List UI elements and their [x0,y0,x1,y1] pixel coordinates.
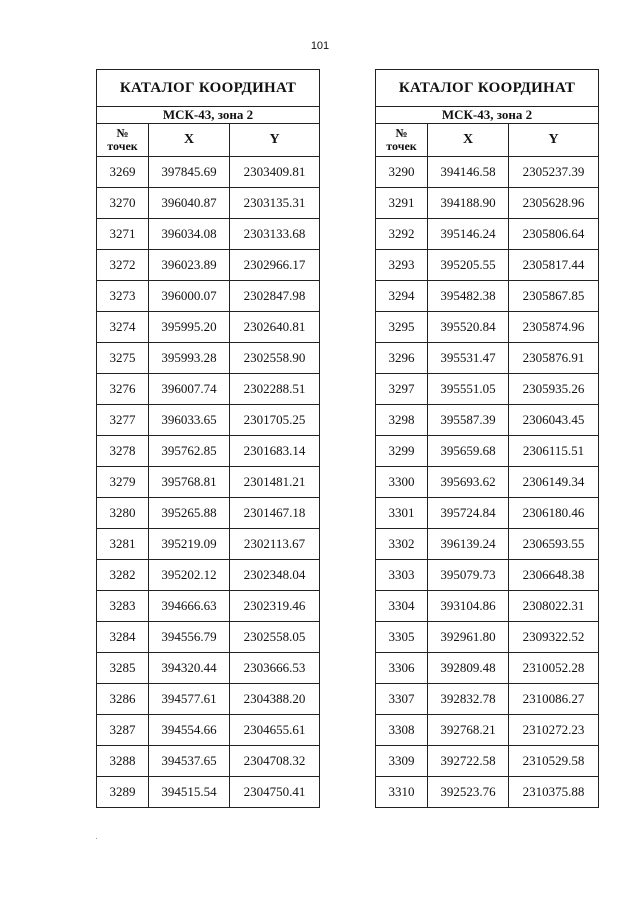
y-coordinate-cell: 2306180.46 [509,498,599,529]
y-column-header: Y [230,124,320,157]
point-number-cell: 3285 [97,653,149,684]
points-word: точек [107,139,138,153]
point-number-cell: 3283 [97,591,149,622]
x-coordinate-cell: 395993.28 [149,343,230,374]
table-row [376,529,599,560]
scan-speck [96,838,97,839]
point-number-cell: 3281 [97,529,149,560]
x-coordinate-cell: 395724.84 [428,498,509,529]
x-coordinate-cell: 394537.65 [149,746,230,777]
x-coordinate-cell: 396023.89 [149,250,230,281]
table-row [376,622,599,653]
x-coordinate-cell: 393104.86 [428,591,509,622]
table-row [97,157,320,188]
point-number-cell: 3289 [97,777,149,808]
point-number-cell: 3279 [97,467,149,498]
table-row [376,777,599,808]
table-row [97,436,320,467]
point-number-cell: 3299 [376,436,428,467]
x-coordinate-cell: 397845.69 [149,157,230,188]
x-coordinate-cell: 395205.55 [428,250,509,281]
y-column-header: Y [509,124,599,157]
table-row [376,684,599,715]
coordinate-catalog-left [96,69,320,808]
y-coordinate-cell: 2305817.44 [509,250,599,281]
point-number-cell: 3290 [376,157,428,188]
x-coordinate-cell: 394666.63 [149,591,230,622]
x-coordinate-cell: 392961.80 [428,622,509,653]
table-row [97,715,320,746]
x-coordinate-cell: 394556.79 [149,622,230,653]
y-coordinate-cell: 2304708.32 [230,746,320,777]
point-number-cell: 3297 [376,374,428,405]
page-number: 101 [310,40,330,52]
point-number-cell: 3291 [376,188,428,219]
x-coordinate-cell: 395265.88 [149,498,230,529]
x-column-header: X [149,124,230,157]
point-number-cell: 3274 [97,312,149,343]
y-coordinate-cell: 2304655.61 [230,715,320,746]
table-row [376,343,599,374]
table-row [376,219,599,250]
y-coordinate-cell: 2305806.64 [509,219,599,250]
point-number-cell: 3303 [376,560,428,591]
x-coordinate-cell: 395482.38 [428,281,509,312]
point-number-cell: 3271 [97,219,149,250]
table-row [97,560,320,591]
table-row [376,498,599,529]
y-coordinate-cell: 2310529.58 [509,746,599,777]
y-coordinate-cell: 2305867.85 [509,281,599,312]
y-coordinate-cell: 2302640.81 [230,312,320,343]
points-word: точек [386,139,417,153]
y-coordinate-cell: 2302348.04 [230,560,320,591]
y-coordinate-cell: 2301683.14 [230,436,320,467]
table-row [376,436,599,467]
point-number-cell: 3292 [376,219,428,250]
point-number-cell: 3309 [376,746,428,777]
table-row [376,312,599,343]
point-number-cell: 3293 [376,250,428,281]
y-coordinate-cell: 2306043.45 [509,405,599,436]
coordinate-catalog-right [375,69,599,808]
y-coordinate-cell: 2308022.31 [509,591,599,622]
x-coordinate-cell: 392832.78 [428,684,509,715]
x-coordinate-cell: 395531.47 [428,343,509,374]
point-number-cell: 3307 [376,684,428,715]
table-row [97,684,320,715]
y-coordinate-cell: 2310272.23 [509,715,599,746]
y-coordinate-cell: 2306115.51 [509,436,599,467]
table-row [97,343,320,374]
x-coordinate-cell: 396000.07 [149,281,230,312]
x-coordinate-cell: 392809.48 [428,653,509,684]
number-sign: № [395,126,408,140]
point-number-cell: 3310 [376,777,428,808]
point-number-header [97,124,149,157]
table-row [97,746,320,777]
point-number-cell: 3284 [97,622,149,653]
point-number-cell: 3280 [97,498,149,529]
catalog-title: КАТАЛОГ КООРДИНАТ [97,70,320,107]
table-row [97,591,320,622]
point-number-cell: 3306 [376,653,428,684]
y-coordinate-cell: 2310375.88 [509,777,599,808]
table-row [97,622,320,653]
table-row [97,653,320,684]
table-row [376,467,599,498]
table-row [376,715,599,746]
table-row [376,591,599,622]
y-coordinate-cell: 2305874.96 [509,312,599,343]
table-row [97,529,320,560]
point-number-cell: 3269 [97,157,149,188]
table-row [376,560,599,591]
y-coordinate-cell: 2303409.81 [230,157,320,188]
table-row [376,188,599,219]
y-coordinate-cell: 2302966.17 [230,250,320,281]
table-row [376,281,599,312]
y-coordinate-cell: 2302558.90 [230,343,320,374]
point-number-cell: 3295 [376,312,428,343]
point-number-header [376,124,428,157]
table-row [97,777,320,808]
y-coordinate-cell: 2301467.18 [230,498,320,529]
table-row [97,312,320,343]
x-coordinate-cell: 395995.20 [149,312,230,343]
y-coordinate-cell: 2301481.21 [230,467,320,498]
x-coordinate-cell: 395768.81 [149,467,230,498]
point-number-cell: 3301 [376,498,428,529]
y-coordinate-cell: 2306593.55 [509,529,599,560]
number-sign: № [116,126,129,140]
point-number-cell: 3308 [376,715,428,746]
point-number-cell: 3272 [97,250,149,281]
x-coordinate-cell: 394554.66 [149,715,230,746]
point-number-cell: 3296 [376,343,428,374]
x-coordinate-cell: 394188.90 [428,188,509,219]
table-row [97,250,320,281]
x-coordinate-cell: 396034.08 [149,219,230,250]
x-coordinate-cell: 395520.84 [428,312,509,343]
x-coordinate-cell: 395219.09 [149,529,230,560]
y-coordinate-cell: 2305935.26 [509,374,599,405]
x-coordinate-cell: 396007.74 [149,374,230,405]
point-number-cell: 3273 [97,281,149,312]
y-coordinate-cell: 2301705.25 [230,405,320,436]
point-number-cell: 3300 [376,467,428,498]
y-coordinate-cell: 2305876.91 [509,343,599,374]
catalog-title: КАТАЛОГ КООРДИНАТ [376,70,599,107]
point-number-cell: 3302 [376,529,428,560]
x-coordinate-cell: 395587.39 [428,405,509,436]
coordinate-system-subtitle: МСК-43, зона 2 [97,107,320,124]
table-row [97,374,320,405]
point-number-cell: 3276 [97,374,149,405]
y-coordinate-cell: 2302558.05 [230,622,320,653]
y-coordinate-cell: 2302288.51 [230,374,320,405]
table-row [376,653,599,684]
x-coordinate-cell: 396040.87 [149,188,230,219]
point-number-cell: 3304 [376,591,428,622]
table-row [376,405,599,436]
x-coordinate-cell: 395659.68 [428,436,509,467]
y-coordinate-cell: 2306149.34 [509,467,599,498]
point-number-cell: 3305 [376,622,428,653]
y-coordinate-cell: 2306648.38 [509,560,599,591]
x-coordinate-cell: 392523.76 [428,777,509,808]
table-row [97,467,320,498]
y-coordinate-cell: 2304750.41 [230,777,320,808]
point-number-cell: 3287 [97,715,149,746]
y-coordinate-cell: 2302113.67 [230,529,320,560]
table-row [376,746,599,777]
x-coordinate-cell: 392722.58 [428,746,509,777]
y-coordinate-cell: 2304388.20 [230,684,320,715]
point-number-cell: 3294 [376,281,428,312]
point-number-cell: 3288 [97,746,149,777]
y-coordinate-cell: 2302847.98 [230,281,320,312]
point-number-cell: 3275 [97,343,149,374]
y-coordinate-cell: 2303133.68 [230,219,320,250]
y-coordinate-cell: 2309322.52 [509,622,599,653]
table-row [97,188,320,219]
y-coordinate-cell: 2305237.39 [509,157,599,188]
y-coordinate-cell: 2302319.46 [230,591,320,622]
x-coordinate-cell: 395202.12 [149,560,230,591]
coordinate-system-subtitle: МСК-43, зона 2 [376,107,599,124]
point-number-cell: 3286 [97,684,149,715]
table-row [376,250,599,281]
x-coordinate-cell: 396033.65 [149,405,230,436]
table-row [97,498,320,529]
x-coordinate-cell: 395551.05 [428,374,509,405]
x-coordinate-cell: 394515.54 [149,777,230,808]
y-coordinate-cell: 2305628.96 [509,188,599,219]
point-number-cell: 3298 [376,405,428,436]
x-coordinate-cell: 395762.85 [149,436,230,467]
y-coordinate-cell: 2303135.31 [230,188,320,219]
table-row [376,157,599,188]
x-coordinate-cell: 395079.73 [428,560,509,591]
table-row [97,281,320,312]
x-column-header: X [428,124,509,157]
x-coordinate-cell: 394320.44 [149,653,230,684]
y-coordinate-cell: 2310086.27 [509,684,599,715]
table-row [97,219,320,250]
point-number-cell: 3270 [97,188,149,219]
x-coordinate-cell: 392768.21 [428,715,509,746]
x-coordinate-cell: 395693.62 [428,467,509,498]
x-coordinate-cell: 395146.24 [428,219,509,250]
x-coordinate-cell: 394577.61 [149,684,230,715]
y-coordinate-cell: 2310052.28 [509,653,599,684]
point-number-cell: 3277 [97,405,149,436]
table-row [97,405,320,436]
x-coordinate-cell: 396139.24 [428,529,509,560]
x-coordinate-cell: 394146.58 [428,157,509,188]
y-coordinate-cell: 2303666.53 [230,653,320,684]
point-number-cell: 3278 [97,436,149,467]
point-number-cell: 3282 [97,560,149,591]
table-row [376,374,599,405]
